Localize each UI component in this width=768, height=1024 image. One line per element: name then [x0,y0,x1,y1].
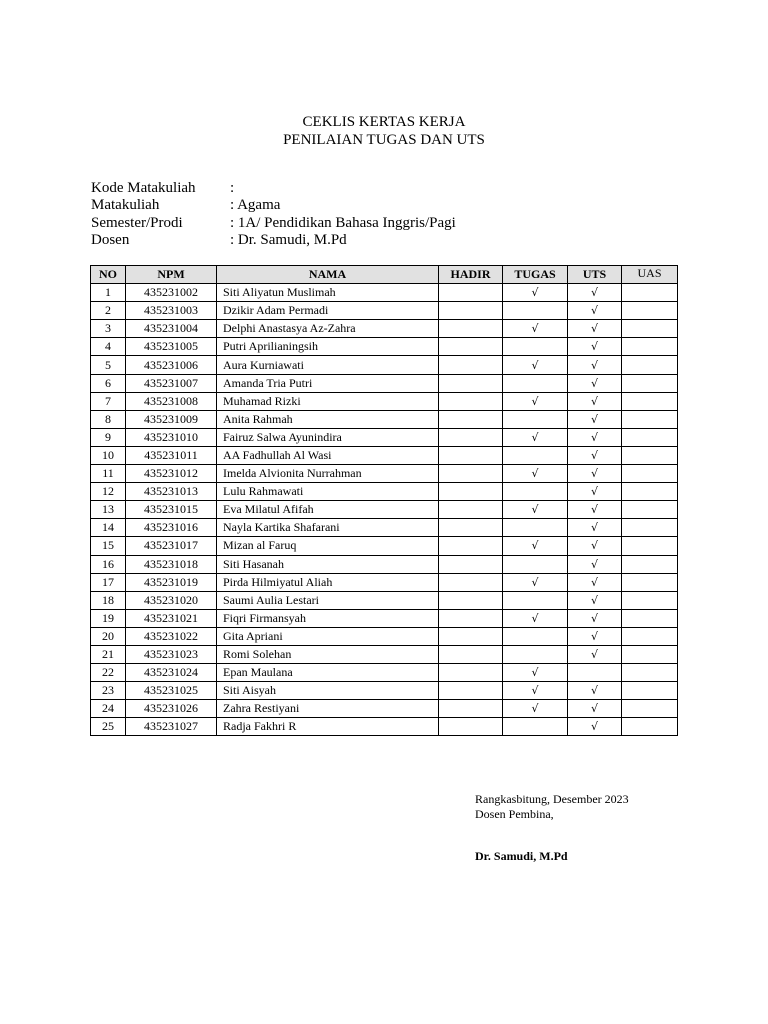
info-value: : 1A/ Pendidikan Bahasa Inggris/Pagi [230,214,456,231]
cell-nama: Saumi Aulia Lestari [217,591,439,609]
cell-tugas: √ [503,501,568,519]
table-row [91,609,678,627]
cell-uts: √ [568,392,622,410]
cell-nama: Mizan al Faruq [217,537,439,555]
cell-nama: Radja Fakhri R [217,718,439,736]
cell-tugas [503,718,568,736]
cell-no: 4 [91,338,126,356]
info-row-kode [91,180,456,197]
cell-uts: √ [568,338,622,356]
cell-uts: √ [568,555,622,573]
cell-hadir [439,320,503,338]
cell-nama: Zahra Restiyani [217,700,439,718]
table-body [91,284,678,736]
info-label: Matakuliah [91,197,160,214]
cell-nama: Fairuz Salwa Ayunindira [217,428,439,446]
cell-npm: 435231002 [126,284,217,302]
cell-tugas: √ [503,573,568,591]
table-row [91,483,678,501]
table-row [91,392,678,410]
cell-npm: 435231022 [126,627,217,645]
header-uas: UAS [622,266,678,284]
cell-uas [622,718,678,736]
cell-hadir [439,627,503,645]
cell-no: 14 [91,519,126,537]
assessment-table [90,265,678,736]
cell-nama: Siti Aliyatun Muslimah [217,284,439,302]
cell-uts: √ [568,446,622,464]
cell-npm: 435231017 [126,537,217,555]
info-label: Dosen [91,231,130,248]
table-row [91,428,678,446]
cell-npm: 435231004 [126,320,217,338]
cell-npm: 435231005 [126,338,217,356]
signature-role: Dosen Pembina, [475,807,554,821]
cell-no: 23 [91,682,126,700]
table-row [91,356,678,374]
cell-uas [622,338,678,356]
cell-uas [622,320,678,338]
cell-nama: Delphi Anastasya Az-Zahra [217,320,439,338]
cell-npm: 435231026 [126,700,217,718]
cell-hadir [439,555,503,573]
cell-nama: Putri Aprilianingsih [217,338,439,356]
cell-uts: √ [568,718,622,736]
cell-tugas: √ [503,428,568,446]
cell-no: 19 [91,609,126,627]
header-no: NO [91,266,126,284]
cell-uas [622,356,678,374]
cell-hadir [439,501,503,519]
cell-tugas: √ [503,392,568,410]
cell-npm: 435231027 [126,718,217,736]
cell-uas [622,573,678,591]
cell-tugas [503,410,568,428]
cell-no: 8 [91,410,126,428]
document-title: CEKLIS KERTAS KERJA [302,114,466,130]
cell-tugas [503,338,568,356]
cell-uts: √ [568,501,622,519]
cell-uts: √ [568,356,622,374]
cell-no: 6 [91,374,126,392]
cell-hadir [439,483,503,501]
cell-nama: Dzikir Adam Permadi [217,302,439,320]
cell-nama: Epan Maulana [217,664,439,682]
table-row [91,501,678,519]
cell-hadir [439,465,503,483]
cell-no: 13 [91,501,126,519]
cell-npm: 435231018 [126,555,217,573]
table-row [91,338,678,356]
cell-hadir [439,537,503,555]
cell-uts: √ [568,302,622,320]
cell-tugas [503,302,568,320]
cell-tugas: √ [503,465,568,483]
info-label: Kode Matakuliah [91,180,196,196]
cell-hadir [439,645,503,663]
header-nama: NAMA [217,266,439,284]
cell-nama: Muhamad Rizki [217,392,439,410]
cell-nama: Eva Milatul Afifah [217,501,439,519]
cell-uas [622,555,678,573]
cell-uts: √ [568,374,622,392]
cell-hadir [439,718,503,736]
cell-no: 24 [91,700,126,718]
cell-hadir [439,392,503,410]
cell-hadir [439,682,503,700]
cell-hadir [439,284,503,302]
cell-uas [622,501,678,519]
cell-nama: Imelda Alvionita Nurrahman [217,465,439,483]
cell-hadir [439,374,503,392]
cell-tugas [503,591,568,609]
cell-npm: 435231010 [126,428,217,446]
cell-nama: AA Fadhullah Al Wasi [217,446,439,464]
info-label: Semester/Prodi [91,214,183,231]
table-row [91,555,678,573]
cell-hadir [439,573,503,591]
cell-tugas: √ [503,609,568,627]
cell-no: 1 [91,284,126,302]
cell-no: 16 [91,555,126,573]
cell-tugas [503,483,568,501]
cell-nama: Pirda Hilmiyatul Aliah [217,573,439,591]
cell-hadir [439,338,503,356]
cell-hadir [439,609,503,627]
cell-uas [622,483,678,501]
cell-uts: √ [568,537,622,555]
cell-uas [622,700,678,718]
cell-npm: 435231025 [126,682,217,700]
cell-hadir [439,302,503,320]
cell-uas [622,465,678,483]
info-row-dosen [91,232,456,249]
cell-uas [622,682,678,700]
cell-no: 15 [91,537,126,555]
document-subtitle: PENILAIAN TUGAS DAN UTS [283,132,485,148]
cell-tugas: √ [503,537,568,555]
cell-hadir [439,591,503,609]
cell-hadir [439,700,503,718]
cell-tugas [503,374,568,392]
cell-nama: Amanda Tria Putri [217,374,439,392]
table-row [91,465,678,483]
course-info [91,180,456,249]
signature-name: Dr. Samudi, M.Pd [475,849,568,863]
info-value: : Agama [230,197,281,214]
cell-no: 5 [91,356,126,374]
cell-tugas [503,627,568,645]
cell-npm: 435231006 [126,356,217,374]
cell-tugas: √ [503,356,568,374]
info-row-matakuliah [91,197,456,214]
cell-nama: Siti Hasanah [217,555,439,573]
cell-uas [622,428,678,446]
cell-uas [622,627,678,645]
info-value: : [230,180,235,196]
header-hadir: HADIR [439,266,503,284]
table-row [91,700,678,718]
header-tugas: TUGAS [503,266,568,284]
cell-uts [568,664,622,682]
cell-no: 20 [91,627,126,645]
cell-no: 2 [91,302,126,320]
cell-uas [622,284,678,302]
header-uts: UTS [568,266,622,284]
cell-uas [622,392,678,410]
cell-npm: 435231020 [126,591,217,609]
cell-no: 25 [91,718,126,736]
cell-nama: Aura Kurniawati [217,356,439,374]
table-row [91,320,678,338]
table-row [91,664,678,682]
table-row [91,519,678,537]
cell-tugas: √ [503,320,568,338]
cell-nama: Lulu Rahmawati [217,483,439,501]
table-row [91,573,678,591]
cell-nama: Anita Rahmah [217,410,439,428]
table-row [91,645,678,663]
cell-npm: 435231019 [126,573,217,591]
cell-no: 9 [91,428,126,446]
cell-no: 21 [91,645,126,663]
cell-nama: Romi Solehan [217,645,439,663]
table-row [91,591,678,609]
table-row [91,446,678,464]
cell-hadir [439,410,503,428]
cell-uas [622,519,678,537]
cell-hadir [439,664,503,682]
cell-uts: √ [568,700,622,718]
cell-npm: 435231011 [126,446,217,464]
cell-no: 7 [91,392,126,410]
info-row-semester [91,215,456,232]
table-row [91,410,678,428]
table-row [91,284,678,302]
cell-hadir [439,428,503,446]
cell-tugas [503,446,568,464]
cell-uts: √ [568,591,622,609]
cell-npm: 435231024 [126,664,217,682]
cell-npm: 435231003 [126,302,217,320]
cell-uts: √ [568,465,622,483]
cell-uts: √ [568,573,622,591]
cell-uas [622,591,678,609]
cell-tugas: √ [503,682,568,700]
cell-npm: 435231008 [126,392,217,410]
cell-uas [622,374,678,392]
cell-hadir [439,446,503,464]
cell-uts: √ [568,609,622,627]
cell-uas [622,446,678,464]
cell-tugas [503,555,568,573]
table-row [91,718,678,736]
cell-nama: Siti Aisyah [217,682,439,700]
cell-uts: √ [568,284,622,302]
cell-uas [622,609,678,627]
table-row [91,627,678,645]
cell-npm: 435231013 [126,483,217,501]
cell-npm: 435231007 [126,374,217,392]
info-value: : Dr. Samudi, M.Pd [230,231,347,248]
header-npm: NPM [126,266,217,284]
cell-no: 17 [91,573,126,591]
table-header-row [91,266,678,284]
table-row [91,374,678,392]
cell-hadir [439,356,503,374]
cell-nama: Gita Apriani [217,627,439,645]
cell-uas [622,664,678,682]
cell-nama: Nayla Kartika Shafarani [217,519,439,537]
table-row [91,682,678,700]
cell-no: 18 [91,591,126,609]
cell-uas [622,537,678,555]
cell-uas [622,410,678,428]
cell-tugas: √ [503,700,568,718]
cell-no: 3 [91,320,126,338]
cell-npm: 435231015 [126,501,217,519]
cell-no: 10 [91,446,126,464]
cell-no: 22 [91,664,126,682]
cell-npm: 435231012 [126,465,217,483]
cell-tugas [503,519,568,537]
cell-uts: √ [568,428,622,446]
cell-uts: √ [568,682,622,700]
cell-uas [622,645,678,663]
cell-tugas: √ [503,284,568,302]
cell-nama: Fiqri Firmansyah [217,609,439,627]
cell-no: 12 [91,483,126,501]
cell-uts: √ [568,627,622,645]
cell-no: 11 [91,465,126,483]
table-row [91,302,678,320]
cell-npm: 435231009 [126,410,217,428]
cell-uts: √ [568,483,622,501]
cell-uts: √ [568,645,622,663]
cell-tugas: √ [503,664,568,682]
cell-uts: √ [568,410,622,428]
table-row [91,537,678,555]
cell-npm: 435231021 [126,609,217,627]
cell-tugas [503,645,568,663]
cell-npm: 435231023 [126,645,217,663]
cell-uts: √ [568,320,622,338]
signature-place-date: Rangkasbitung, Desember 2023 [475,792,629,806]
cell-uts: √ [568,519,622,537]
cell-npm: 435231016 [126,519,217,537]
cell-hadir [439,519,503,537]
cell-uas [622,302,678,320]
